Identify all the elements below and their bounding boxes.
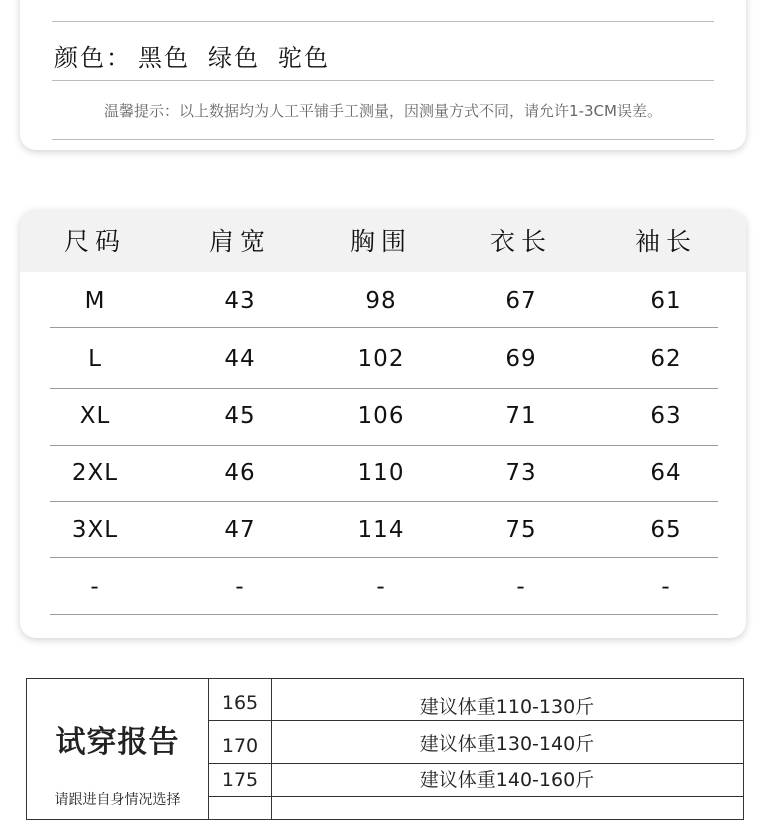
cell-shoulder: 47 (224, 517, 256, 543)
cell-size: 2XL (71, 460, 119, 486)
cell-sleeve: 61 (650, 288, 682, 314)
header-shoulder: 肩宽 (208, 227, 271, 256)
color-green: 绿色 (208, 44, 260, 72)
size-table (20, 210, 746, 638)
color-card (20, 0, 746, 150)
table-row (20, 272, 746, 329)
cell-size: L (88, 346, 102, 372)
divider (52, 80, 714, 81)
cell-sleeve: 64 (650, 460, 682, 486)
report-weight: 建议体重110-130斤 (419, 696, 595, 718)
report-title-cell (27, 679, 209, 819)
row-divider (209, 720, 743, 721)
divider (52, 139, 714, 140)
cell-chest: 98 (365, 288, 397, 314)
table-row (20, 387, 746, 444)
cell-sleeve: 62 (650, 346, 682, 372)
cell-shoulder: 46 (224, 460, 256, 486)
row-divider (209, 796, 743, 797)
row-divider (209, 763, 743, 764)
header-sleeve: 袖长 (634, 227, 697, 256)
color-camel: 驼色 (278, 44, 330, 72)
cell-length: - (516, 574, 526, 600)
cell-size: M (84, 288, 106, 314)
divider (52, 21, 714, 22)
cell-length: 75 (505, 517, 537, 543)
report-title: 试穿报告 (55, 725, 180, 760)
cell-shoulder: 44 (224, 346, 256, 372)
cell-sleeve: 63 (650, 403, 682, 429)
cell-sleeve: 65 (650, 517, 682, 543)
table-header (20, 210, 746, 272)
cell-sleeve: - (661, 574, 671, 600)
cell-length: 67 (505, 288, 537, 314)
report-height: 175 (221, 769, 259, 791)
color-black: 黑色 (138, 44, 190, 72)
row-divider (50, 327, 718, 328)
cell-length: 71 (505, 403, 537, 429)
trial-report-table (26, 678, 744, 820)
cell-chest: 102 (357, 346, 405, 372)
cell-size: 3XL (71, 517, 119, 543)
report-weight: 建议体重140-160斤 (419, 769, 595, 791)
table-row (20, 444, 746, 501)
report-weight: 建议体重130-140斤 (419, 733, 595, 755)
report-height: 170 (221, 735, 259, 757)
cell-chest: 114 (357, 517, 405, 543)
report-height: 165 (221, 692, 259, 714)
cell-shoulder: 45 (224, 403, 256, 429)
height-cell (209, 797, 272, 819)
header-chest: 胸围 (349, 227, 412, 256)
header-length: 衣长 (489, 227, 552, 256)
cell-length: 73 (505, 460, 537, 486)
header-size: 尺码 (63, 227, 126, 256)
table-row (20, 558, 746, 615)
cell-shoulder: - (235, 574, 245, 600)
table-row (20, 330, 746, 387)
cell-size: XL (79, 403, 111, 429)
cell-chest: 106 (357, 403, 405, 429)
cell-size: - (90, 574, 100, 600)
color-label: 颜色： (54, 44, 132, 72)
cell-shoulder: 43 (224, 288, 256, 314)
cell-chest: 110 (357, 460, 405, 486)
report-subtitle: 请跟进自身情况选择 (54, 792, 181, 808)
cell-chest: - (376, 574, 386, 600)
cell-length: 69 (505, 346, 537, 372)
table-row (20, 501, 746, 558)
row-divider (50, 614, 718, 615)
color-options (54, 38, 348, 73)
measurement-tip: 温馨提示：以上数据均为人工平铺手工测量，因测量方式不同，请允许1-3CM误差。 (104, 102, 662, 120)
